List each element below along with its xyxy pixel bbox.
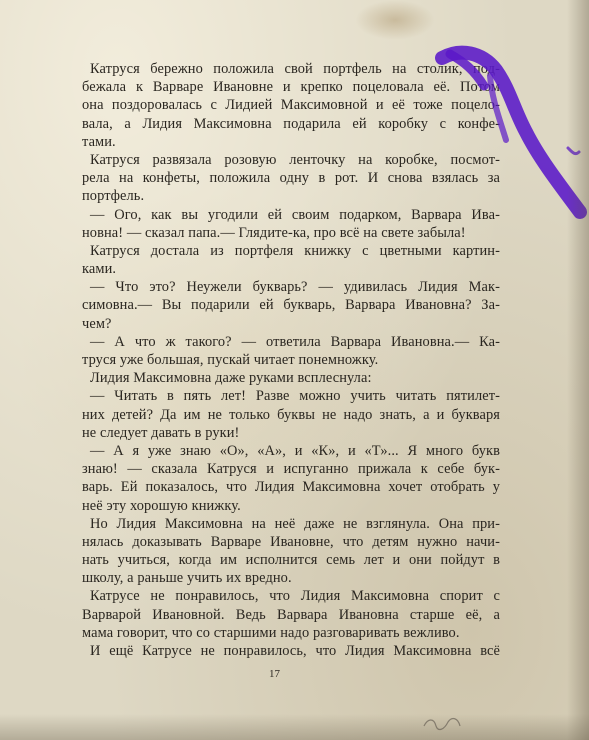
page-edge-shadow <box>567 0 589 740</box>
text-line: — А что ж такого? — ответила Варвара Ивановна.— Ка- <box>90 333 500 350</box>
text-line: бежала к Варваре Ивановне и крепко поцеловала её. Потом <box>82 79 500 96</box>
stain <box>355 0 435 40</box>
text-line: портфель. <box>82 188 145 205</box>
text-line: неё эту хорошую книжку. <box>82 497 241 514</box>
text-line: школу, а раньше учить их вредно. <box>82 570 292 587</box>
text-line: не следует давать в руки! <box>82 424 240 441</box>
text-line: Катрусе не понравилось, что Лидия Максимовна спорит с <box>90 588 500 605</box>
text-line: Катруся достала из портфеля книжку с цветными картин- <box>90 242 500 259</box>
text-line: — Что это? Неужели букварь? — удивилась Лидия Мак- <box>90 279 500 296</box>
text-line: тами. <box>82 133 116 150</box>
text-line: — Ого, как вы угодили ей своим подарком, Варвара Ива- <box>90 206 500 223</box>
page-bottom-shadow <box>0 714 589 740</box>
text-line: Катруся развязала розовую ленточку на коробке, посмот- <box>90 151 500 168</box>
text-line: — Читать в пять лет! Разве можно учить читать пятилет- <box>90 388 500 405</box>
text-line: вала, а Лидия Максимовна подарила ей коробку с конфе- <box>82 115 500 132</box>
text-line: Но Лидия Максимовна на неё даже не взглянула. Она при- <box>90 515 500 532</box>
text-line: симовна.— Вы подарили ей букварь, Варвара Ивановна? За- <box>82 297 500 314</box>
marker-scribble <box>430 40 589 230</box>
text-line: — А я уже знаю «О», «А», и «К», и «Т»... Я много букв <box>90 442 500 459</box>
text-line: И ещё Катрусе не понравилось, что Лидия Максимовна всё <box>90 643 500 659</box>
text-line: мама говорит, что со старшими надо разговаривать вежливо. <box>82 624 460 641</box>
text-line: новна! — сказал папа.— Глядите-ка, про всё на свете забыла! <box>82 224 466 241</box>
text-line: труся уже большая, пускай читает понемножку. <box>82 352 379 368</box>
text-line: нялась доказывать Варваре Ивановне, что детям нужно начи- <box>82 533 500 550</box>
text-line: Катруся бережно положила свой портфель на столик, под- <box>90 61 500 77</box>
text-line: Варварой Ивановной. Ведь Варвара Ивановна старше её, а <box>82 606 500 623</box>
text-line: варь. Ей показалось, что Лидия Максимовна хочет отобрать у <box>82 479 500 496</box>
text-line: она поздоровалась с Лидией Максимовной и её тоже поцело- <box>82 97 500 114</box>
text-line: них детей? Да им не только буквы не надо знать, а и букваря <box>82 406 500 423</box>
text-line: нать учиться, когда им исполнится семь лет и они пойдут в <box>82 552 500 569</box>
text-line: Лидия Максимовна даже руками всплеснула: <box>90 370 372 387</box>
text-line: чем? <box>82 315 112 332</box>
text-line: рела на конфеты, положила одну в рот. И снова взялась за <box>82 170 500 187</box>
text-line: ками. <box>82 261 117 278</box>
page-number: 17 <box>269 668 280 680</box>
text-line: знаю! — сказала Катруся и испуганно прижала к себе бук- <box>82 461 500 478</box>
